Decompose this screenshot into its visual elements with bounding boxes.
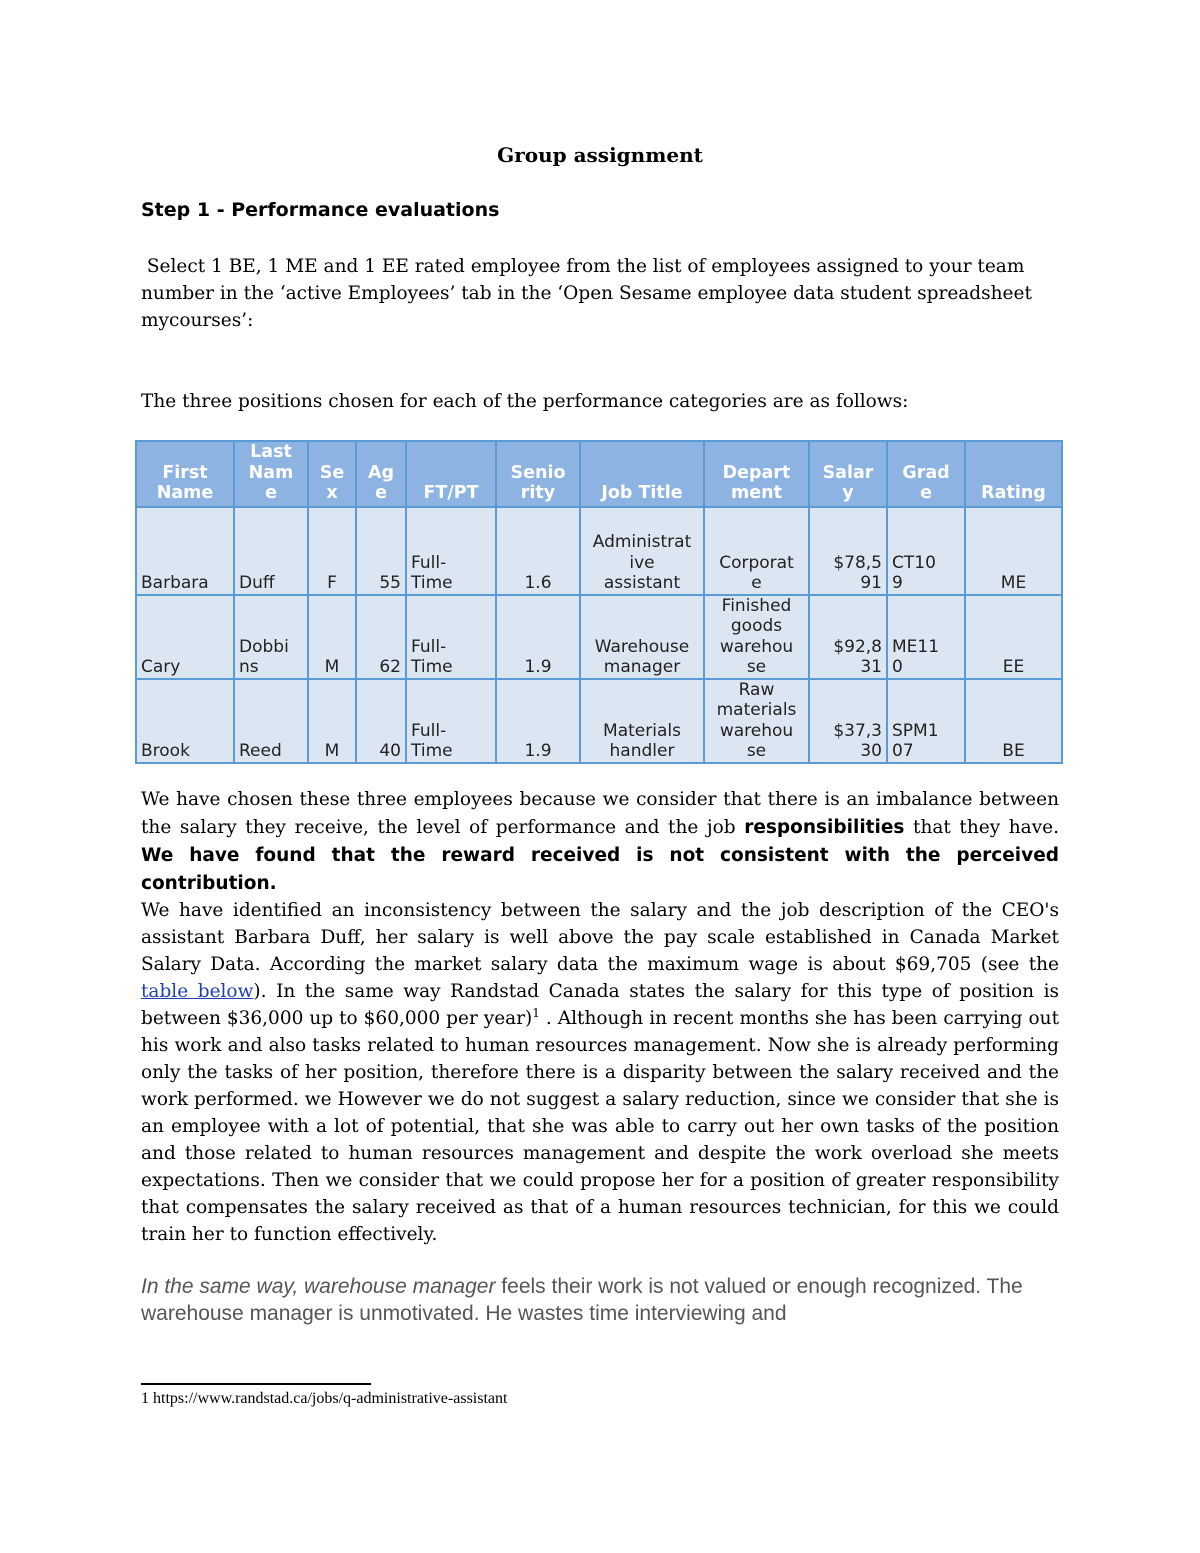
table-row [136,595,1062,679]
cell-last-name: Dobbi ns [234,595,308,679]
intro-line: number in the ‘active Employees’ tab in the ‘Open Sesame employee data student spreadsheet [141,283,1032,304]
cell-seniority: 1.6 [496,507,580,595]
header-last-name: Last Nam e [234,441,308,507]
cell-seniority: 1.9 [496,595,580,679]
chosen-paragraph [141,786,1059,898]
cell-ftpt: Full- Time [406,595,496,679]
barbara-text: We have identified an inconsistency between the salary and the job description of the CEO's assistant Barbara Duff, her salary is well above the pay scale established in Canada Market Salary Data. According the market salary data the maximum wage is about $69,705 (see the [141,900,1059,975]
cell-seniority: 1.9 [496,679,580,763]
positions-sentence: The three positions chosen for each of the performance categories are as follows: [141,391,909,412]
chosen-text: that they have. [904,817,1059,838]
cell-department: Raw materials warehou se [704,679,809,763]
chosen-bold-responsibilities: responsibilities [744,817,905,838]
cell-department: Corporat e [704,507,809,595]
header-ftpt: FT/PT [406,441,496,507]
footnote-reference[interactable]: 1 [532,1005,540,1020]
cell-age: 40 [356,679,406,763]
header-sex: Se x [308,441,356,507]
chosen-text: We have chosen these three employees because we consider that there is an imbalance between the salary they receive, the level of performance and the job [141,789,1059,838]
header-first-name: First Name [136,441,234,507]
barbara-paragraph [141,897,1059,1248]
cell-first-name: Brook [136,679,234,763]
header-age: Ag e [356,441,406,507]
cell-age: 62 [356,595,406,679]
intro-paragraph [141,253,1061,334]
header-grade: Grad e [887,441,965,507]
footnote-separator [141,1383,371,1385]
header-job-title: Job Title [580,441,704,507]
cell-first-name: Cary [136,595,234,679]
cell-job-title: Administrat ive assistant [580,507,704,595]
step-heading: Step 1 - Performance evaluations [141,199,500,221]
table-body [136,507,1062,763]
cell-grade: ME11 0 [887,595,965,679]
cell-first-name: Barbara [136,507,234,595]
cell-salary: $92,8 31 [809,595,887,679]
cell-ftpt: Full- Time [406,507,496,595]
employee-table [135,440,1063,764]
cell-ftpt: Full- Time [406,679,496,763]
cell-age: 55 [356,507,406,595]
cell-salary: $37,3 30 [809,679,887,763]
cell-sex: F [308,507,356,595]
cell-salary: $78,5 91 [809,507,887,595]
cell-department: Finished goods warehou se [704,595,809,679]
cell-sex: M [308,679,356,763]
cell-job-title: Materials handler [580,679,704,763]
cell-last-name: Duff [234,507,308,595]
warehouse-text: feels their work is not valued or enough recognized. The warehouse manager is unmotivated. He wastes time interviewing and [141,1275,1023,1325]
header-seniority: Senio rity [496,441,580,507]
intro-line: mycourses’: [141,310,254,331]
cell-sex: M [308,595,356,679]
header-salary: Salar y [809,441,887,507]
cell-grade: CT10 9 [887,507,965,595]
cell-rating: ME [965,507,1062,595]
warehouse-italic-text: In the same way, warehouse manager [141,1275,496,1298]
barbara-text: . Although in recent months she has been carrying out his work and also tasks related to human resources management. Now she is already performing only the tasks of her position, therefore there is a disparity between the salary received and the work performed. we However we do not suggest a salary reduction, since we consider that she is an employee with a lot of potential, that she was able to carry out her own tasks of the position and those related to human resources management and despite the work overload she meets expectations. Then we consider that we could propose her for a position of greater responsibility that compensates the salary received as that of a human resources technician, for this we could train her to function effectively. [141,1008,1059,1245]
footnote: 1 https://www.randstad.ca/jobs/q-administrative-assistant [141,1390,508,1407]
header-rating: Rating [965,441,1062,507]
cell-rating: BE [965,679,1062,763]
table-below-link[interactable]: table below [141,981,254,1002]
barbara-text: ). In the same way Randstad Canada states the salary for this type of position is between $36,000 up to $60,000 per year) [141,981,1060,1029]
intro-line: Select 1 BE, 1 ME and 1 EE rated employee from the list of employees assigned to your team [141,256,1025,277]
table-header-row [136,441,1062,507]
table-row [136,507,1062,595]
cell-last-name: Reed [234,679,308,763]
cell-grade: SPM1 07 [887,679,965,763]
cell-job-title: Warehouse manager [580,595,704,679]
table-row [136,679,1062,763]
document-title: Group assignment [497,143,703,167]
header-department: Depart ment [704,441,809,507]
cell-rating: EE [965,595,1062,679]
chosen-bold-statement: We have found that the reward received is not consistent with the perceived contribution. [141,845,1059,894]
warehouse-paragraph [141,1273,1059,1327]
